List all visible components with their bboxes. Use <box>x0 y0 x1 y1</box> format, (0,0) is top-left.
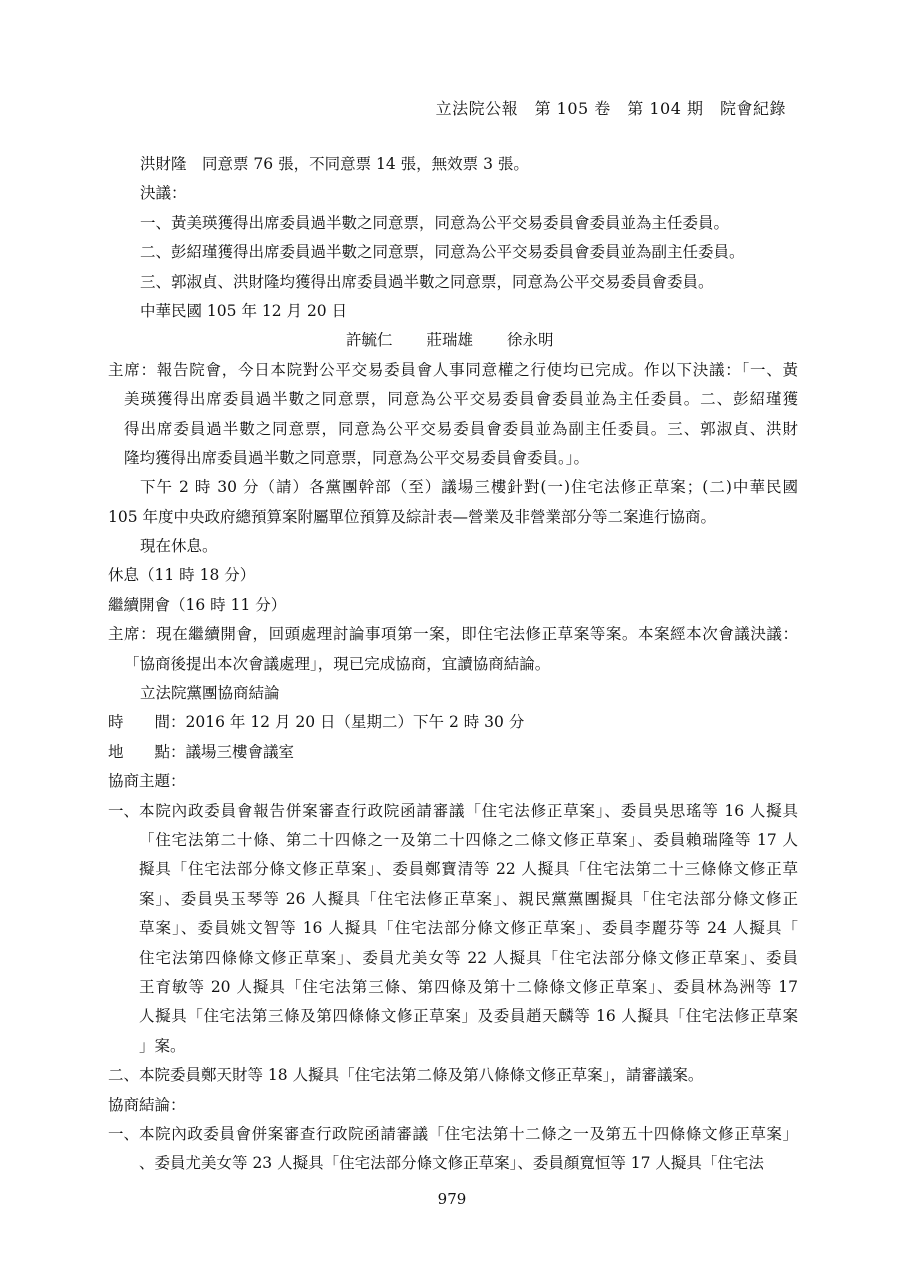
chair-announcement-line: 得出席委員過半數之同意票，同意為公平交易委員會委員並為副主任委員。三、郭淑貞、洪財 <box>124 419 798 438</box>
topic-item-line: 」案。 <box>139 1036 186 1055</box>
signer-name: 徐永明 <box>507 331 554 350</box>
topic-item-line: 擬具「住宅法部分條文修正草案」、委員鄭寶清等 22 人擬具「住宅法第二十三條條文修正草 <box>139 860 798 879</box>
chair-announcement-line: 美瑛獲得出席委員過半數之同意票，同意為公平交易委員會委員並為主任委員。二、彭紹瑾獲 <box>124 390 798 409</box>
topic-item-2: 二、本院委員鄭天財等 18 人擬具「住宅法第二條及第八條條文修正草案」，請審議案。 <box>108 1066 704 1085</box>
signer-name: 許毓仁 <box>346 331 393 350</box>
page-number: 979 <box>437 1190 467 1208</box>
resolution-date: 中華民國 105 年 12 月 20 日 <box>140 301 348 320</box>
resolution-item-1: 一、黃美瑛獲得出席委員過半數之同意票，同意為公平交易委員會委員並為主任委員。 <box>140 213 730 232</box>
signatories <box>108 326 798 355</box>
chair-announcement <box>108 356 798 474</box>
resume-time: 繼續開會（16 時 11 分） <box>108 595 287 614</box>
topic-item-line: 住宅法第四條條文修正草案」、委員尤美女等 22 人擬具「住宅法部分條文修正草案」、委員 <box>139 948 798 967</box>
recess-now: 現在休息。 <box>140 537 218 556</box>
negotiation-notice-line: 下午 2 時 30 分（請）各黨團幹部（至）議場三樓針對(一)住宅法修正草案；(二)中華民國 <box>140 478 798 497</box>
conclusion-title: 立法院黨團協商結論 <box>140 684 280 703</box>
chair-resume-line: 主席：現在繼續開會，回頭處理討論事項第一案，即住宅法修正草案等案。本案經本次會議決議： <box>108 625 798 644</box>
negotiation-notice-line: 105 年度中央政府總預算案附屬單位預算及綜計表—營業及非營業部分等二案進行協商。 <box>108 507 717 526</box>
result-item-line: 本院內政委員會併案審查行政院函請審議「住宅法第十二條之一及第五十四條條文修正草案」 <box>139 1124 798 1143</box>
vote-result-line: 洪財隆 同意票 76 張，不同意票 14 張，無效票 3 張。 <box>140 155 529 173</box>
chair-resume-line: 「協商後提出本次會議處理」，現已完成協商，宜讀協商結論。 <box>124 654 551 673</box>
topic-item-1 <box>108 797 798 1062</box>
meeting-time <box>108 708 798 737</box>
page-body <box>108 150 798 1179</box>
topic-label: 協商主題： <box>108 772 186 791</box>
result-label: 協商結論： <box>108 1095 186 1114</box>
signer-name: 莊瑞雄 <box>426 331 474 350</box>
running-header: 立法院公報 第 105 卷 第 104 期 院會紀錄 <box>435 99 786 118</box>
time-value: 2016 年 12 月 20 日（星期二）下午 2 時 30 分 <box>185 713 525 732</box>
chair-announcement-line: 主席：報告院會，今日本院對公平交易委員會人事同意權之行使均已完成。作以下決議：「一、黃 <box>108 360 798 379</box>
resolution-label: 決議： <box>140 184 187 203</box>
result-item-1 <box>108 1120 798 1179</box>
topic-item-line: 草案」、委員姚文智等 16 人擬具「住宅法部分條文修正草案」、委員李麗芬等 24 人擬具「 <box>139 919 798 938</box>
place-label: 地 點： <box>108 742 186 761</box>
resolution-item-2: 二、彭紹瑾獲得出席委員過半數之同意票，同意為公平交易委員會委員並為副主任委員。 <box>140 243 745 262</box>
topic-item-line: 人擬具「住宅法第三條及第四條條文修正草案」及委員趙天麟等 16 人擬具「住宅法修正草案 <box>139 1007 798 1026</box>
item-number: 一、 <box>108 1124 140 1143</box>
place-value: 議場三樓會議室 <box>185 742 295 761</box>
time-label: 時 間： <box>108 713 186 732</box>
resolution-item-3: 三、郭淑貞、洪財隆均獲得出席委員過半數之同意票，同意為公平交易委員會委員。 <box>140 272 714 291</box>
topic-item-line: 王育敏等 20 人擬具「住宅法第三條、第四條及第十二條條文修正草案」、委員林為洲等 17 <box>139 977 798 996</box>
recess-time: 休息（11 時 18 分） <box>108 566 256 585</box>
item-number: 一、 <box>108 801 140 820</box>
result-item-line: 、委員尤美女等 23 人擬具「住宅法部分條文修正草案」、委員顏寬恒等 17 人擬具「住宅法 <box>139 1154 764 1173</box>
chair-announcement-line: 隆均獲得出席委員過半數之同意票，同意為公平交易委員會委員。」。 <box>124 448 590 467</box>
topic-item-line: 案」、委員吳玉琴等 26 人擬具「住宅法修正草案」、親民黨黨團擬具「住宅法部分條文修正 <box>139 889 798 908</box>
meeting-place <box>108 738 798 767</box>
topic-item-line: 「住宅法第二十條、第二十四條之一及第二十四條之二條文修正草案」、委員賴瑞隆等 17 人 <box>139 830 798 849</box>
topic-item-line: 本院內政委員會報告併案審查行政院函請審議「住宅法修正草案」、委員吳思瑤等 16 人擬具 <box>139 801 798 820</box>
